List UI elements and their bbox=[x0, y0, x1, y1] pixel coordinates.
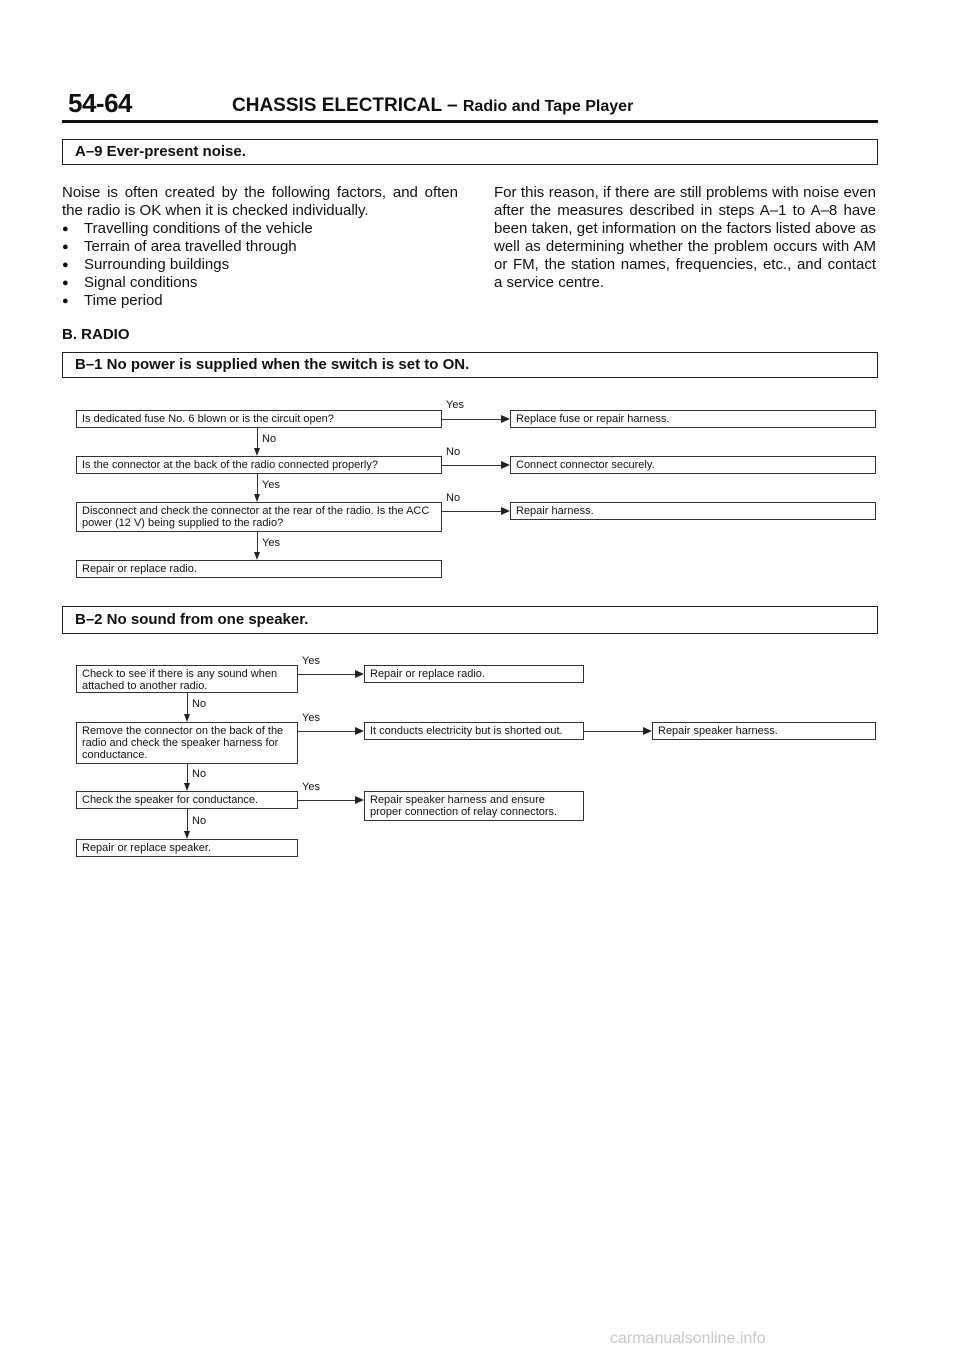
arrow-right-icon bbox=[501, 415, 510, 423]
a9-intro: Noise is often created by the following factors, and often the radio is OK when it is checked individually. bbox=[62, 184, 458, 219]
b2-down-line-2 bbox=[187, 764, 188, 783]
b2-branch-label-3: Yes bbox=[302, 781, 320, 793]
b1-down-label-3: Yes bbox=[262, 537, 280, 549]
b2-branch-label-1: Yes bbox=[302, 655, 320, 667]
b2-action-2: It conducts electricity but is shorted out. bbox=[364, 722, 584, 740]
b1-action-1: Replace fuse or repair harness. bbox=[510, 410, 876, 428]
b1-connector-1 bbox=[442, 419, 501, 420]
b2-step-4: Repair or replace speaker. bbox=[76, 839, 298, 857]
arrow-down-icon bbox=[254, 552, 260, 560]
arrow-down-icon bbox=[184, 714, 190, 722]
arrow-down-icon bbox=[254, 448, 260, 456]
b1-down-label-1: No bbox=[262, 433, 277, 445]
section-title: Radio and Tape Player bbox=[462, 98, 634, 115]
b2-down-label-1: No bbox=[192, 698, 207, 710]
factor-item: ● Travelling conditions of the vehicle bbox=[62, 220, 458, 238]
b1-branch-label-2: No bbox=[446, 446, 461, 458]
b2-connector-1 bbox=[298, 674, 355, 675]
b2-connector-4 bbox=[584, 731, 643, 732]
a9-factor-list bbox=[62, 220, 458, 310]
b2-action-1: Repair or replace radio. bbox=[364, 665, 584, 683]
page-number: 54-64 bbox=[68, 88, 132, 118]
b1-step-1: Is dedicated fuse No. 6 blown or is the circuit open? bbox=[76, 410, 442, 428]
b1-down-line-3 bbox=[257, 532, 258, 552]
b2-title: B–2 No sound from one speaker. bbox=[75, 611, 309, 628]
b2-connector-3 bbox=[298, 800, 355, 801]
b2-action-4: Repair speaker harness. bbox=[652, 722, 876, 740]
arrow-right-icon bbox=[355, 727, 364, 735]
b1-step-2: Is the connector at the back of the radio connected properly? bbox=[76, 456, 442, 474]
b2-step-3: Check the speaker for conductance. bbox=[76, 791, 298, 809]
radio-heading: B. RADIO bbox=[62, 326, 130, 343]
b2-down-label-2: No bbox=[192, 768, 207, 780]
b1-action-3: Repair harness. bbox=[510, 502, 876, 520]
b1-action-2: Connect connector securely. bbox=[510, 456, 876, 474]
b1-title-box bbox=[62, 352, 878, 378]
b2-title-box bbox=[62, 606, 878, 634]
b1-connector-3 bbox=[442, 511, 501, 512]
arrow-right-icon bbox=[643, 727, 652, 735]
b1-step-3: Disconnect and check the connector at the rear of the radio. Is the ACC power (12 V) being supplied to the radio? bbox=[76, 502, 442, 532]
b2-down-line-1 bbox=[187, 693, 188, 714]
arrow-down-icon bbox=[184, 831, 190, 839]
arrow-right-icon bbox=[355, 670, 364, 678]
chapter-title: CHASSIS ELECTRICAL bbox=[232, 95, 442, 116]
b1-down-label-2: Yes bbox=[262, 479, 280, 491]
arrow-right-icon bbox=[355, 796, 364, 804]
arrow-right-icon bbox=[501, 507, 510, 515]
arrow-right-icon bbox=[501, 461, 510, 469]
b2-branch-label-2: Yes bbox=[302, 712, 320, 724]
a9-title: A–9 Ever-present noise. bbox=[75, 143, 246, 160]
factor-item: ● Time period bbox=[62, 292, 458, 310]
page-title bbox=[232, 95, 633, 117]
header-rule bbox=[62, 120, 878, 123]
b2-action-3: Repair speaker harness and ensure proper connection of relay connectors. bbox=[364, 791, 584, 821]
b2-step-2: Remove the connector on the back of the radio and check the speaker harness for conductance. bbox=[76, 722, 298, 764]
b1-connector-2 bbox=[442, 465, 501, 466]
title-dash: – bbox=[447, 95, 458, 116]
b2-step-1: Check to see if there is any sound when attached to another radio. bbox=[76, 665, 298, 693]
b1-step-4: Repair or replace radio. bbox=[76, 560, 442, 578]
a9-left-column bbox=[62, 184, 458, 310]
b1-branch-label-3: No bbox=[446, 492, 461, 504]
b2-down-label-3: No bbox=[192, 815, 207, 827]
arrow-down-icon bbox=[184, 783, 190, 791]
a9-right-column bbox=[494, 184, 876, 292]
factor-item: ● Signal conditions bbox=[62, 274, 458, 292]
b1-branch-label-1: Yes bbox=[446, 399, 464, 411]
watermark: carmanualsonline.info bbox=[610, 1330, 766, 1347]
b2-connector-2 bbox=[298, 731, 355, 732]
factor-item: ● Terrain of area travelled through bbox=[62, 238, 458, 256]
b1-down-line-1 bbox=[257, 428, 258, 448]
arrow-down-icon bbox=[254, 494, 260, 502]
b1-title: B–1 No power is supplied when the switch is set to ON. bbox=[75, 356, 470, 373]
b1-down-line-2 bbox=[257, 474, 258, 494]
b2-down-line-3 bbox=[187, 809, 188, 831]
a9-title-box bbox=[62, 139, 878, 165]
a9-advice: For this reason, if there are still problems with noise even after the measures described in steps A–1 to A–8 have been taken, get information on the factors listed above as well as determining whether the problem occurs with AM or FM, the station names, frequencies, etc., and contact a service centre. bbox=[494, 184, 876, 291]
factor-item: ● Surrounding buildings bbox=[62, 256, 458, 274]
